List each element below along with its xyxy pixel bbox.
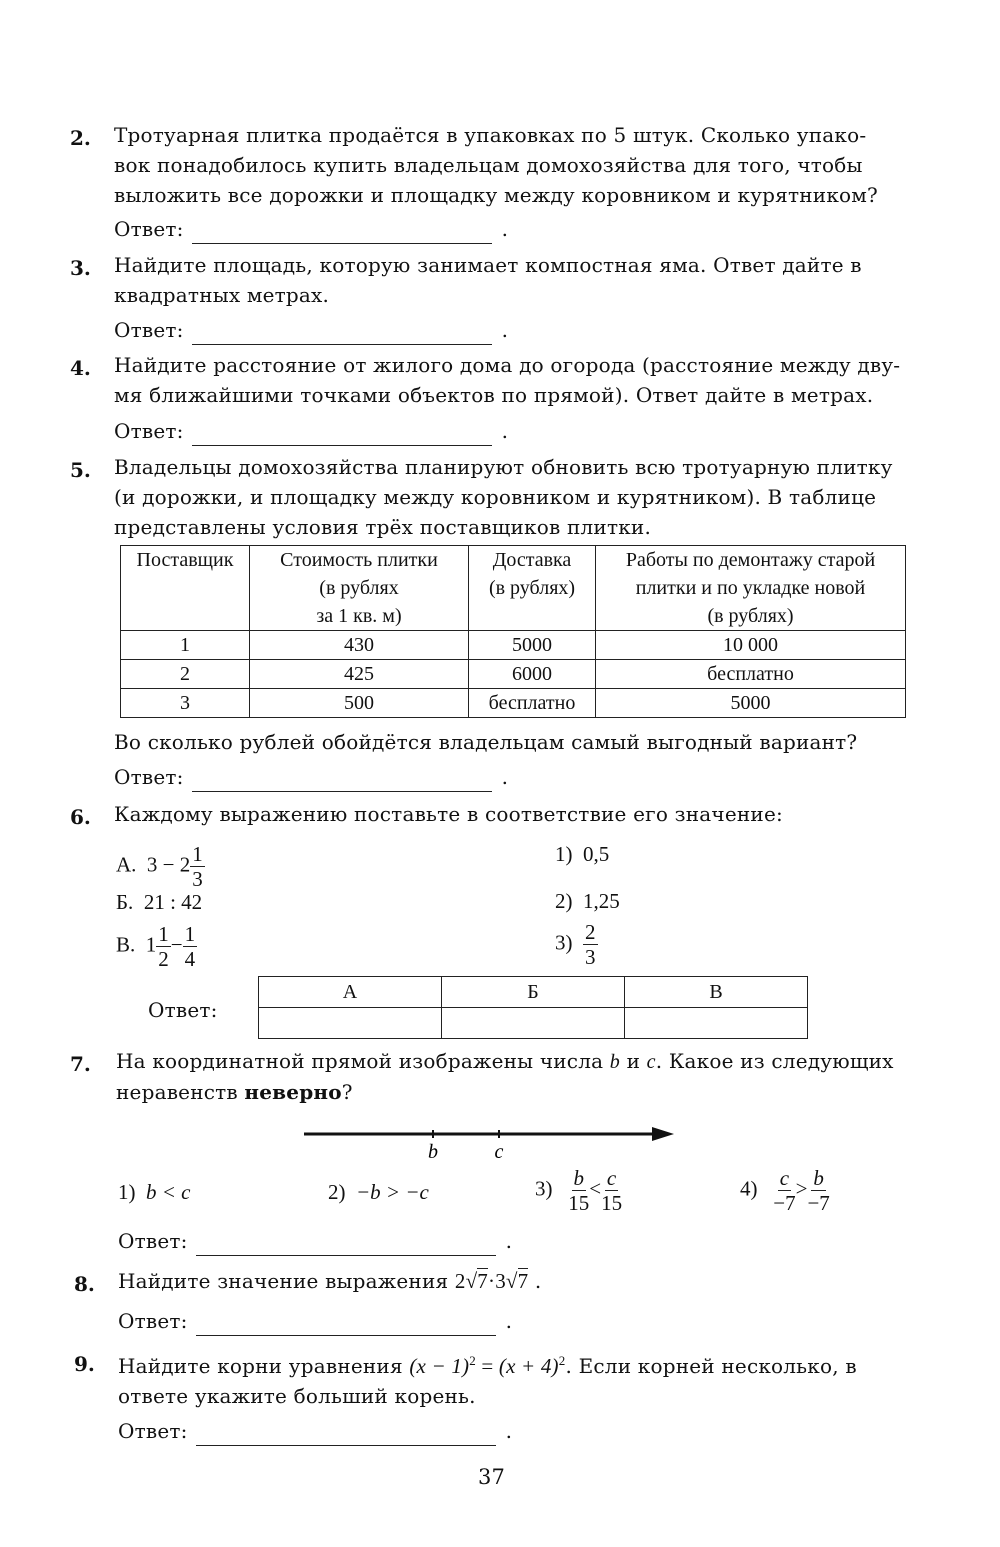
- fraction: $\frac{c}{15}$: [601, 1166, 623, 1215]
- question-6-text: Каждому выражению поставьте в соответствие его значение:: [114, 802, 783, 826]
- expression-a: А. 3 − 2 $\frac{1}{3}$: [116, 842, 203, 891]
- question-3-text: Найдите площадь, которую занимает компостная яма. Ответ дайте в квадратных метрах.: [114, 253, 862, 307]
- question-7-text: На координатной прямой изображены числа b и c. Какое из следующих неравенств неверно?: [116, 1049, 894, 1104]
- answer-row: Ответ: .: [114, 762, 508, 792]
- answer-row: Ответ: .: [118, 1226, 512, 1256]
- suppliers-table: [120, 545, 906, 718]
- answer-field[interactable]: [196, 1423, 496, 1446]
- question-number: 2.: [70, 126, 91, 150]
- value-2: 2) 1,25: [555, 889, 620, 913]
- answer-field[interactable]: [192, 322, 492, 345]
- answer-col-header: Б: [442, 977, 625, 1008]
- table-header-cell: Доставка (в рублях): [469, 546, 596, 631]
- question-9-text: Найдите корни уравнения $(x - 1)^2 = (x + 4)^2$. Если корней несколько, в ответе укажите больший корень.: [118, 1353, 857, 1408]
- equation: $(x - 1)^2 = (x + 4)^2$: [409, 1353, 566, 1378]
- question-4-text: Найдите расстояние от жилого дома до огорода (расстояние между дву- мя ближайшими точками объектов по прямой). Ответ дайте в метрах.: [114, 353, 901, 407]
- fraction: $\frac{1}{2}$: [158, 922, 169, 971]
- point-label-b: b: [428, 1141, 438, 1163]
- answer-field[interactable]: [196, 1313, 496, 1336]
- matching-answer-table: [258, 976, 808, 1039]
- expression-v: В. 1 $\frac{1}{2}$ − $\frac{1}{4}$: [116, 922, 196, 971]
- table-row: 1 430 5000 10 000: [121, 631, 906, 660]
- question-2-text: Тротуарная плитка продаётся в упаковках по 5 штук. Сколько упако- вок понадобилось купить владельцам домохозяйства для того, чтобы выложить все дорожки и площадку между коровником и курятником?: [114, 123, 878, 207]
- question-number: 4.: [70, 356, 91, 380]
- page-number: 37: [478, 1465, 506, 1489]
- arrow-icon: [652, 1127, 674, 1141]
- coordinate-line: [300, 1122, 680, 1172]
- answer-label: Ответ:: [148, 998, 218, 1022]
- answer-row: Ответ: .: [114, 416, 508, 446]
- option-4: 4) $\frac{c}{-7}$ > $\frac{b}{-7}$: [740, 1166, 830, 1215]
- fraction: $\frac{c}{-7}$: [773, 1166, 796, 1215]
- question-5-prompt: Во сколько рублей обойдётся владельцам самый выгодный вариант?: [114, 730, 858, 754]
- question-number: 5.: [70, 458, 91, 482]
- radical-expression: 2√7·3√7: [454, 1269, 529, 1293]
- value-3: 3) $\frac{2}{3}$: [555, 920, 596, 969]
- table-header-row: [121, 546, 906, 631]
- question-number: 6.: [70, 805, 91, 829]
- table-header-cell: Стоимость плитки (в рублях за 1 кв. м): [250, 546, 469, 631]
- table-header-cell: Работы по демонтажу старой плитки и по укладке новой (в рублях): [596, 546, 906, 631]
- table-row: 3 500 бесплатно 5000: [121, 689, 906, 718]
- fraction: $\frac{b}{-7}$: [807, 1166, 830, 1215]
- answer-row: Ответ: .: [118, 1306, 512, 1336]
- answer-row: Ответ: .: [114, 214, 508, 244]
- fraction: $\frac{1}{4}$: [184, 922, 196, 971]
- question-number: 3.: [70, 256, 91, 280]
- point-label-c: c: [494, 1141, 504, 1163]
- question-number: 8.: [74, 1272, 95, 1296]
- fraction: $\frac{2}{3}$: [585, 920, 596, 969]
- option-3: 3) $\frac{b}{15}$ < $\frac{c}{15}$: [535, 1166, 623, 1215]
- answer-field[interactable]: [192, 769, 492, 792]
- answer-col-header: В: [625, 977, 808, 1008]
- question-number: 7.: [70, 1052, 91, 1076]
- answer-cell[interactable]: [442, 1008, 625, 1039]
- answer-field[interactable]: [192, 423, 492, 446]
- option-2: 2) −b > −c: [328, 1180, 429, 1204]
- answer-field[interactable]: [196, 1233, 496, 1256]
- question-number: 9.: [74, 1352, 95, 1376]
- answer-row: Ответ: .: [118, 1416, 512, 1446]
- table-header-cell: Поставщик: [121, 546, 250, 631]
- value-1: 1) 0,5: [555, 842, 610, 866]
- option-1: 1) b < c: [118, 1180, 191, 1204]
- answer-cell[interactable]: [625, 1008, 808, 1039]
- answer-cell[interactable]: [259, 1008, 442, 1039]
- question-8-text: Найдите значение выражения 2√7·3√7 .: [118, 1269, 542, 1293]
- answer-field[interactable]: [192, 221, 492, 244]
- fraction: $\frac{b}{15}$: [568, 1166, 590, 1215]
- answer-row: Ответ: .: [114, 315, 508, 345]
- fraction: $\frac{1}{3}$: [192, 842, 203, 891]
- answer-col-header: А: [259, 977, 442, 1008]
- table-row: 2 425 6000 бесплатно: [121, 660, 906, 689]
- expression-b: Б. 21 : 42: [116, 890, 203, 914]
- question-5-text: Владельцы домохозяйства планируют обновить всю тротуарную плитку (и дорожки, и площадку между коровником и курятником). В таблице представлены условия трёх поставщиков плитки.: [114, 455, 893, 539]
